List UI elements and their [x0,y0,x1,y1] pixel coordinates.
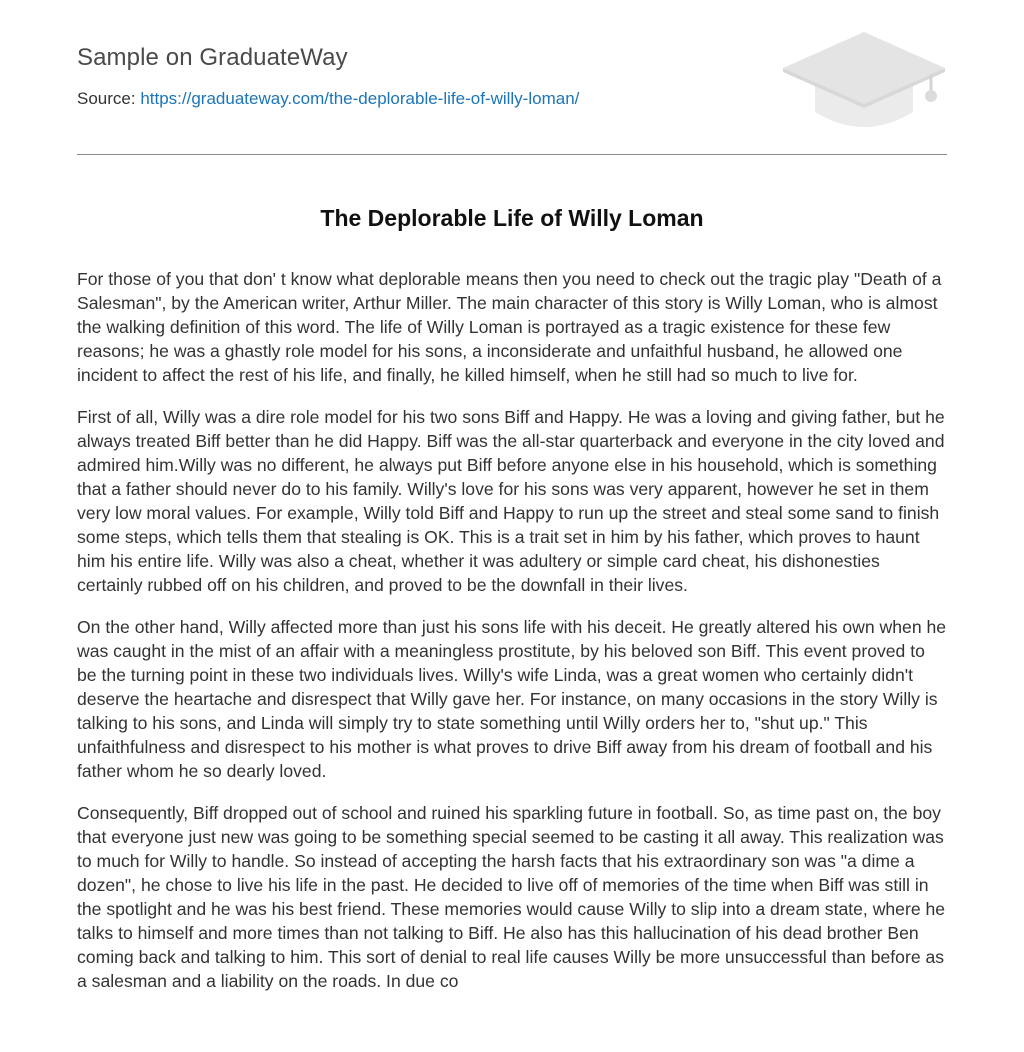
paragraph-4: Consequently, Biff dropped out of school and ruined his sparkling future in football. So, as time past on, the boy that everyone just new was going to be something special seemed to be casting it all away. This realization was to much for Willy to handle. So instead of accepting the harsh facts that his extraordinary son was "a dime a dozen", he chose to live his life in the past. He decided to live off of memories of the time when Biff was still in the spotlight and he was his best friend. These memories would cause Willy to slip into a dream state, where he talks to himself and more times than not talking to Biff. He also has this hallucination of his dead brother Ben coming back and talking to him. This sort of denial to real life causes Willy be more unsuccessful than before as a salesman and a liability on the roads. In due co [77,803,946,991]
document-title: The Deplorable Life of Willy Loman [320,205,704,231]
tassel-knob [925,90,937,102]
paragraph-2: First of all, Willy was a dire role model for his two sons Biff and Happy. He was a loving and giving father, but he always treated Biff better than he did Happy. Biff was the all-star quarterback and everyone in the city loved and admired him.Willy was no different, he always put Biff before anyone else in his household, which is something that a father should never do to his family. Willy's love for his sons was very apparent, however he set in them very low moral values. For example, Willy told Biff and Happy to run up the street and steal some sand to finish some steps, which tells them that stealing is OK. This is a trait set in him by his father, which proves to haunt him his entire life. Willy was also a cheat, whether it was adultery or simple card cheat, his dishonesties certainly rubbed off on his children, and proved to be the downfall in their lives. [77,407,945,595]
graduation-cap-icon [781,30,947,134]
site-title: Sample on GraduateWay [77,44,348,71]
document-body [77,267,947,1011]
paragraph-1: For those of you that don' t know what deplorable means then you need to check out the tragic play "Death of a Salesman", by the American writer, Arthur Miller. The main character of this story is Willy Loman, who is almost the walking definition of this word. The life of Willy Loman is portrayed as a tragic existence for these few reasons; he was a ghastly role model for his sons, a inconsiderate and unfaithful husband, he allowed one incident to affect the rest of his life, and finally, he killed himself, when he still had so much to live for. [77,269,942,385]
source-line [77,89,579,109]
header-divider [77,154,947,155]
cap-board [783,32,945,104]
paragraph-3: On the other hand, Willy affected more than just his sons life with his deceit. He greatly altered his own when he was caught in the mist of an affair with a meaningless prostitute, by his beloved son Biff. This event proved to be the turning point in these two individuals lives. Willy's wife Linda, was a great women who certainly didn't deserve the heartache and disrespect that Willy gave her. For instance, on many occasions in the story Willy is talking to his sons, and Linda will simply try to state something until Willy orders her to, "shut up." This unfaithfulness and disrespect to his mother is what proves to drive Biff away from his dream of football and his father whom he so dearly loved. [77,617,947,781]
source-link[interactable]: https://graduateway.com/the-deplorable-life-of-willy-loman/ [140,89,580,108]
source-label: Source: [77,89,136,108]
